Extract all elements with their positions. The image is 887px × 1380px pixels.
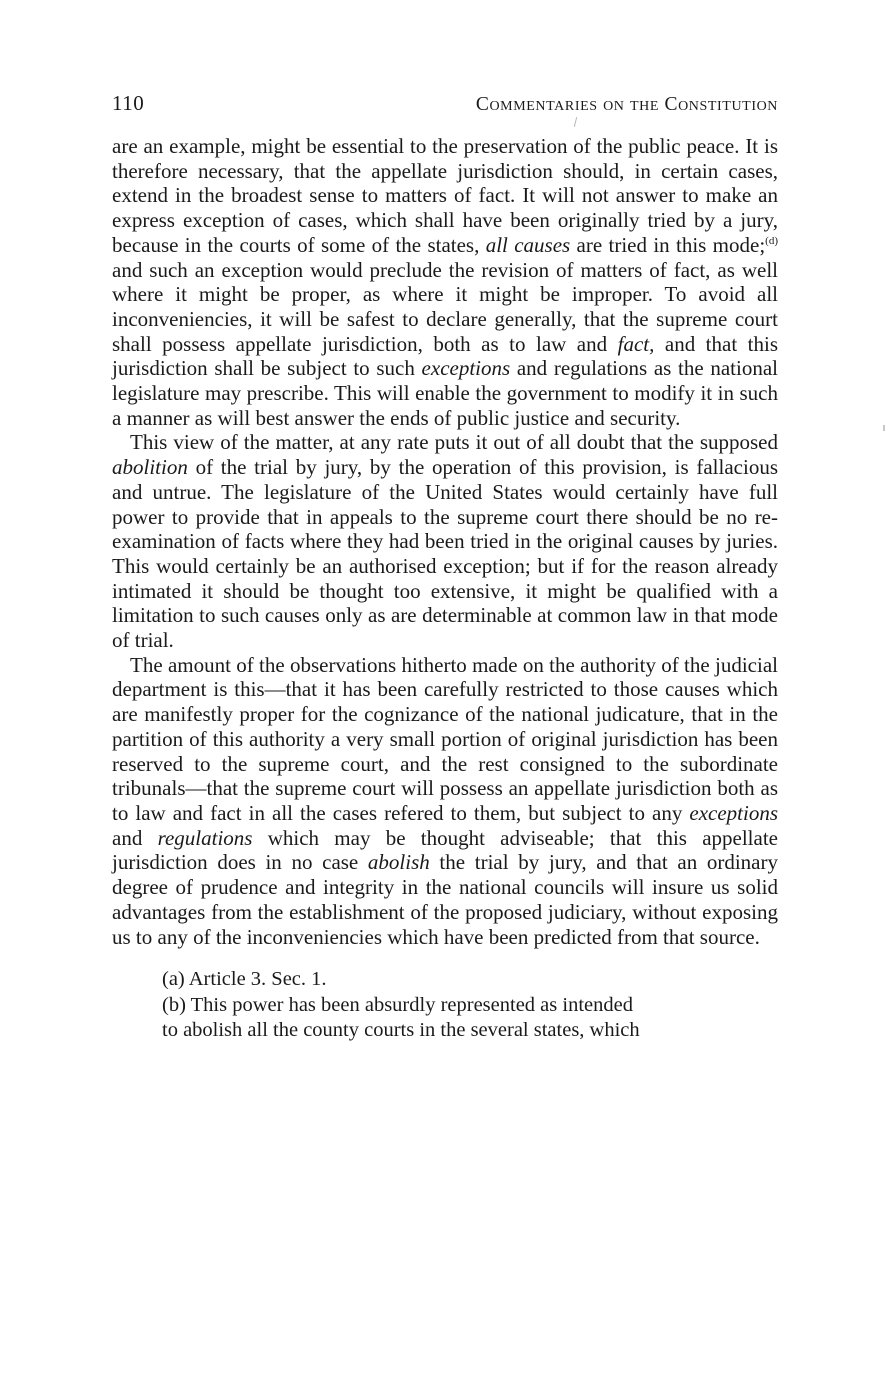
document-page — [112, 88, 778, 1044]
text-run: are tried in this mode; — [570, 232, 766, 257]
italic-run: exceptions — [421, 356, 511, 381]
text-run: the trial by jury, and that an ordinary degree of prudence and integrity in the national councils will insure us solid advantages from the establishment of the proposed judiciary, without exposing us to any of the inconveniencies which have been predicted from that source. — [112, 850, 778, 949]
footnote-b-continuation: to abolish all the county courts in the several states, which — [162, 1019, 640, 1042]
paragraph-3 — [112, 653, 778, 949]
italic-run: abolish — [367, 850, 430, 875]
paragraph-1 — [112, 134, 778, 430]
footnote-a: (a) Article 3. Sec. 1. — [162, 968, 327, 991]
footnotes — [162, 967, 728, 1044]
footnote-reference: (d) — [765, 234, 778, 247]
text-run: of the trial by jury, by the operation of this provision, is fallacious and untrue. The legislature of the United States would certainly have full power to provide that in appeals to the supreme court there should be no re-examination of facts where they had been tried in the original causes by juries. This would certainly be an authorised exception; but if for the reason already intimated it should be thought too extensive, it might be qualified with a limitation to such causes only as are determinable at common law in that mode of trial. — [112, 455, 778, 653]
paragraph-2 — [112, 430, 778, 652]
text-run: The amount of the observations hitherto made on the authority of the judicial department is this—that it has been carefully restricted to those causes which are manifestly proper for the cognizance of the national judicature, that in the partition of this authority a very small portion of original jurisdiction has been reserved to the supreme court, and the rest consigned to the subordinate tribunals—that the supreme court will possess an appellate jurisdiction both as to law and fact in all the cases refered to them, but subject to any — [112, 652, 778, 825]
text-run: and such an exception would preclude the revision of matters of fact, as well where it might be proper, as where it might be improper. To avoid all inconveniencies, it will be safest to declare generally, that the supreme court shall possess appellate jurisdiction, both as to law and — [112, 257, 778, 356]
text-run: which may be thought adviseable; that this appellate jurisdiction does in no case — [112, 825, 778, 875]
italic-run: all causes — [485, 232, 571, 257]
italic-run: fact, — [617, 331, 655, 356]
italic-run: regulations — [157, 825, 253, 850]
text-run: and that this jurisdiction shall be subject to such — [112, 331, 779, 381]
scan-edge-mark — [883, 425, 885, 431]
text-run: and regulations as the national legislature may prescribe. This will enable the government to modify it in such a manner as will best answer the ends of public justice and security. — [112, 356, 778, 430]
running-title: Commentaries on the Constitution — [475, 94, 778, 115]
body-text — [112, 134, 778, 949]
page-number: 110 — [112, 91, 145, 115]
text-run: are an example, might be essential to the preservation of the public peace. It is therefore necessary, that the appellate jurisdiction should, in certain cases, extend in the broadest sense to matters of fact. It will not answer to make an express exception of cases, which shall have been originally tried by a jury, because in the courts of some of the states, — [112, 134, 778, 257]
italic-run: abolition — [112, 455, 188, 480]
text-run: and — [112, 825, 158, 850]
running-head — [112, 88, 778, 118]
italic-run: exceptions — [689, 800, 778, 825]
footnote-b: (b) This power has been absurdly represented as intended — [162, 993, 633, 1016]
text-run: This view of the matter, at any rate puts it out of all doubt that the supposed — [130, 430, 778, 455]
